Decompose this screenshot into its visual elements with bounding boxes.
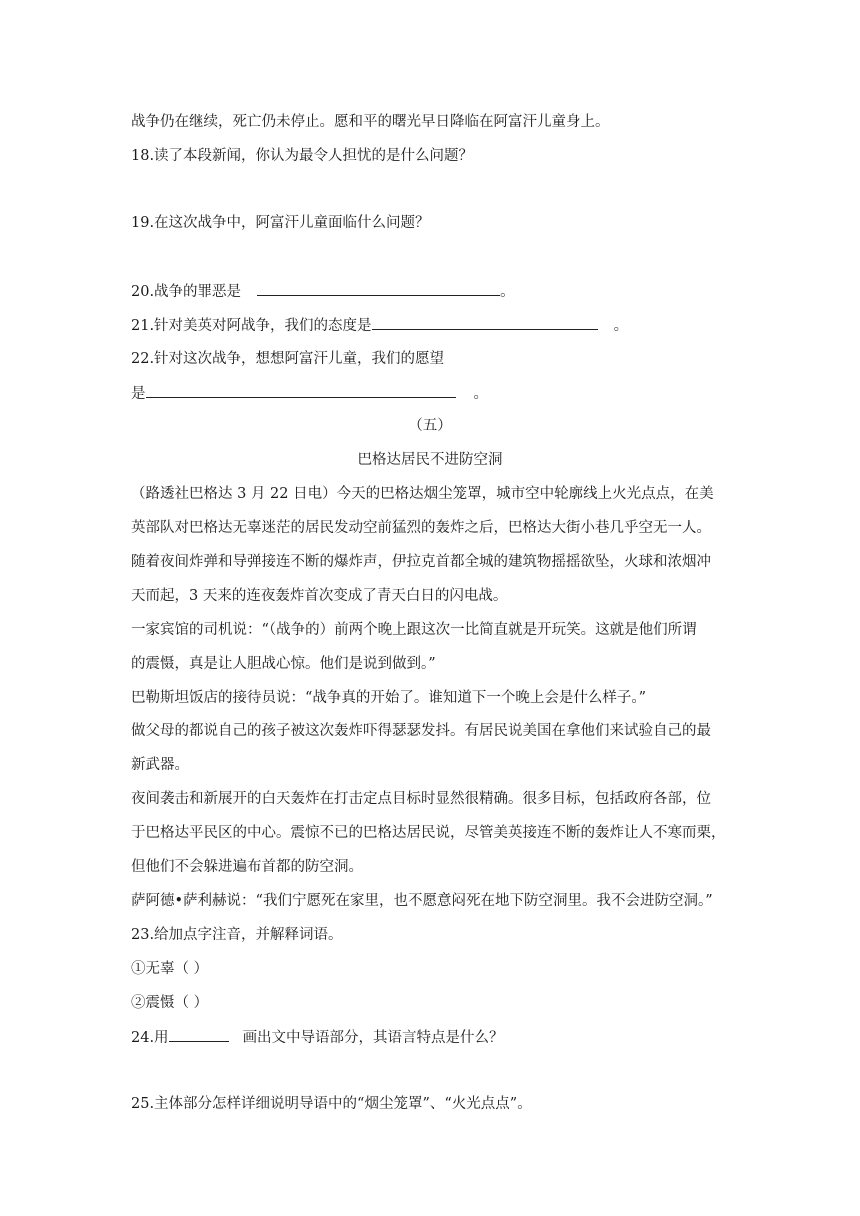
- article-line: 新武器。: [131, 757, 189, 773]
- question-19: 19.在这次战争中，阿富汗儿童面临什么问题？: [131, 215, 430, 231]
- question-20-text: 20.战争的罪恶是: [131, 284, 242, 300]
- answer-blank[interactable]: [169, 1027, 229, 1042]
- article-line: 英部队对巴格达无辜迷茫的居民发动空前猛烈的轰炸之后，巴格达大街小巷几乎空无一人。: [131, 520, 711, 536]
- question-23-item-1: ①无辜（ ）: [131, 961, 209, 977]
- article-line: 天而起，3 天来的连夜轰炸首次变成了青天白日的闪电战。: [131, 588, 508, 604]
- article-line: 于巴格达平民区的中心。震惊不已的巴格达居民说，尽管美英接连不断的轰炸让人不寒而栗，: [131, 825, 726, 841]
- answer-blank[interactable]: [146, 383, 456, 398]
- section-number: （五）: [408, 418, 452, 434]
- article-line: 但他们不会躲进遍布首都的防空洞。: [131, 859, 363, 875]
- article-title: 巴格达居民不进防空洞: [357, 452, 503, 468]
- answer-blank[interactable]: [257, 281, 500, 296]
- question-24-text: 24.用: [131, 1030, 169, 1046]
- question-24-rest: 画出文中导语部分，其语言特点是什么？: [242, 1030, 504, 1046]
- question-20: [131, 281, 515, 302]
- question-18: 18.读了本段新闻，你认为最令人担忧的是什么问题？: [131, 148, 474, 164]
- question-24: [131, 1027, 504, 1048]
- article-line: （路透社巴格达 3 月 22 日电）今天的巴格达烟尘笼罩，城市空中轮廓线上火光点点，在美: [131, 486, 714, 502]
- question-22-line2: [131, 383, 488, 404]
- question-21-text: 21.针对美英对阿战争，我们的态度是: [131, 318, 372, 334]
- text-line: 战争仍在继续，死亡仍未停止。愿和平的曙光早日降临在阿富汗儿童身上。: [131, 114, 610, 130]
- question-25: 25.主体部分怎样详细说明导语中的“烟尘笼罩”、“火光点点”。: [131, 1096, 532, 1112]
- article-line: 萨阿德•萨利赫说：“我们宁愿死在家里，也不愿意闷死在地下防空洞里。我不会进防空洞。”: [131, 893, 713, 909]
- answer-blank[interactable]: [372, 315, 598, 330]
- question-20-end: 。: [500, 284, 515, 300]
- article-line: 随着夜间炸弹和导弹接连不断的爆炸声，伊拉克首都全城的建筑物摇摇欲坠，火球和浓烟冲: [131, 554, 711, 570]
- article-line: 一家宾馆的司机说：“（战争的）前两个晚上跟这次一比简直就是开玩笑。这就是他们所谓: [131, 622, 697, 638]
- article-line: 做父母的都说自己的孩子被这次轰炸吓得瑟瑟发抖。有居民说美国在拿他们来试验自己的最: [131, 723, 711, 739]
- article-line: 的震慑，真是让人胆战心惊。他们是说到做到。”: [131, 656, 436, 672]
- question-21-end: 。: [613, 318, 629, 334]
- question-23-item-2: ②震慑（ ）: [131, 995, 209, 1011]
- question-22-text: 是: [131, 386, 146, 402]
- article-line: 夜间袭击和新展开的白天轰炸在打击定点目标时显然很精确。很多目标，包括政府各部，位: [131, 791, 711, 807]
- question-23: 23.给加点字注音，并解释词语。: [131, 927, 343, 943]
- question-21: [131, 315, 628, 336]
- question-22: 22.针对这次战争，想想阿富汗儿童，我们的愿望: [131, 351, 445, 367]
- article-line: 巴勒斯坦饭店的接待员说：“战争真的开始了。谁知道下一个晚上会是什么样子。”: [131, 690, 647, 706]
- question-22-end: 。: [473, 386, 488, 402]
